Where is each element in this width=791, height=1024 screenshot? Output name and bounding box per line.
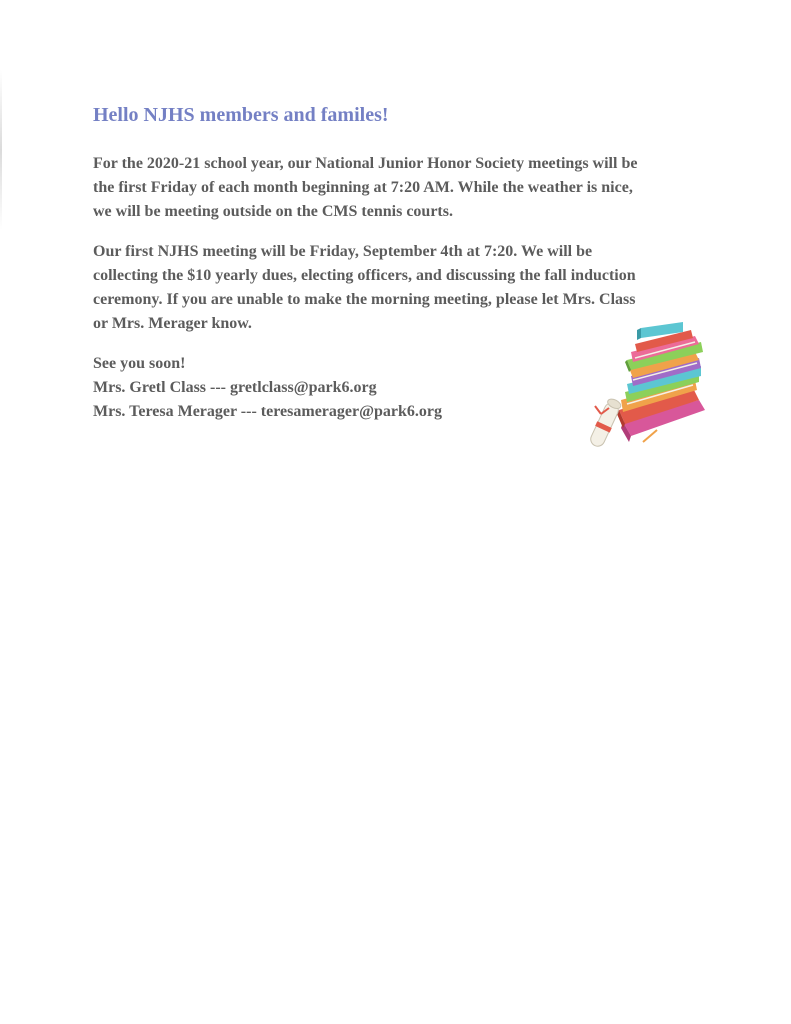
- text-line: ceremony. If you are unable to make the morning meeting, please let Mrs. Class: [93, 291, 636, 308]
- paragraph-meeting-schedule: [93, 152, 713, 224]
- contact-teresa-merager: Mrs. Teresa Merager --- teresamerager@park6.org: [93, 403, 442, 420]
- text-line: collecting the $10 yearly dues, electing officers, and discussing the fall induction: [93, 267, 636, 284]
- text-line: or Mrs. Merager know.: [93, 315, 252, 332]
- scan-edge-shadow: [0, 70, 2, 230]
- text-line: Our first NJHS meeting will be Friday, September 4th at 7:20. We will be: [93, 243, 593, 260]
- sign-off: See you soon!: [93, 355, 186, 372]
- text-line: For the 2020-21 school year, our National Junior Honor Society meetings will be: [93, 155, 638, 172]
- letter-heading: Hello NJHS members and familes!: [93, 104, 389, 126]
- contact-gretl-class: Mrs. Gretl Class --- gretlclass@park6.org: [93, 379, 377, 396]
- text-line: the first Friday of each month beginning at 7:20 AM. While the weather is nice,: [93, 179, 633, 196]
- book-stack-with-diploma-icon: [583, 318, 708, 450]
- text-line: we will be meeting outside on the CMS tennis courts.: [93, 203, 453, 220]
